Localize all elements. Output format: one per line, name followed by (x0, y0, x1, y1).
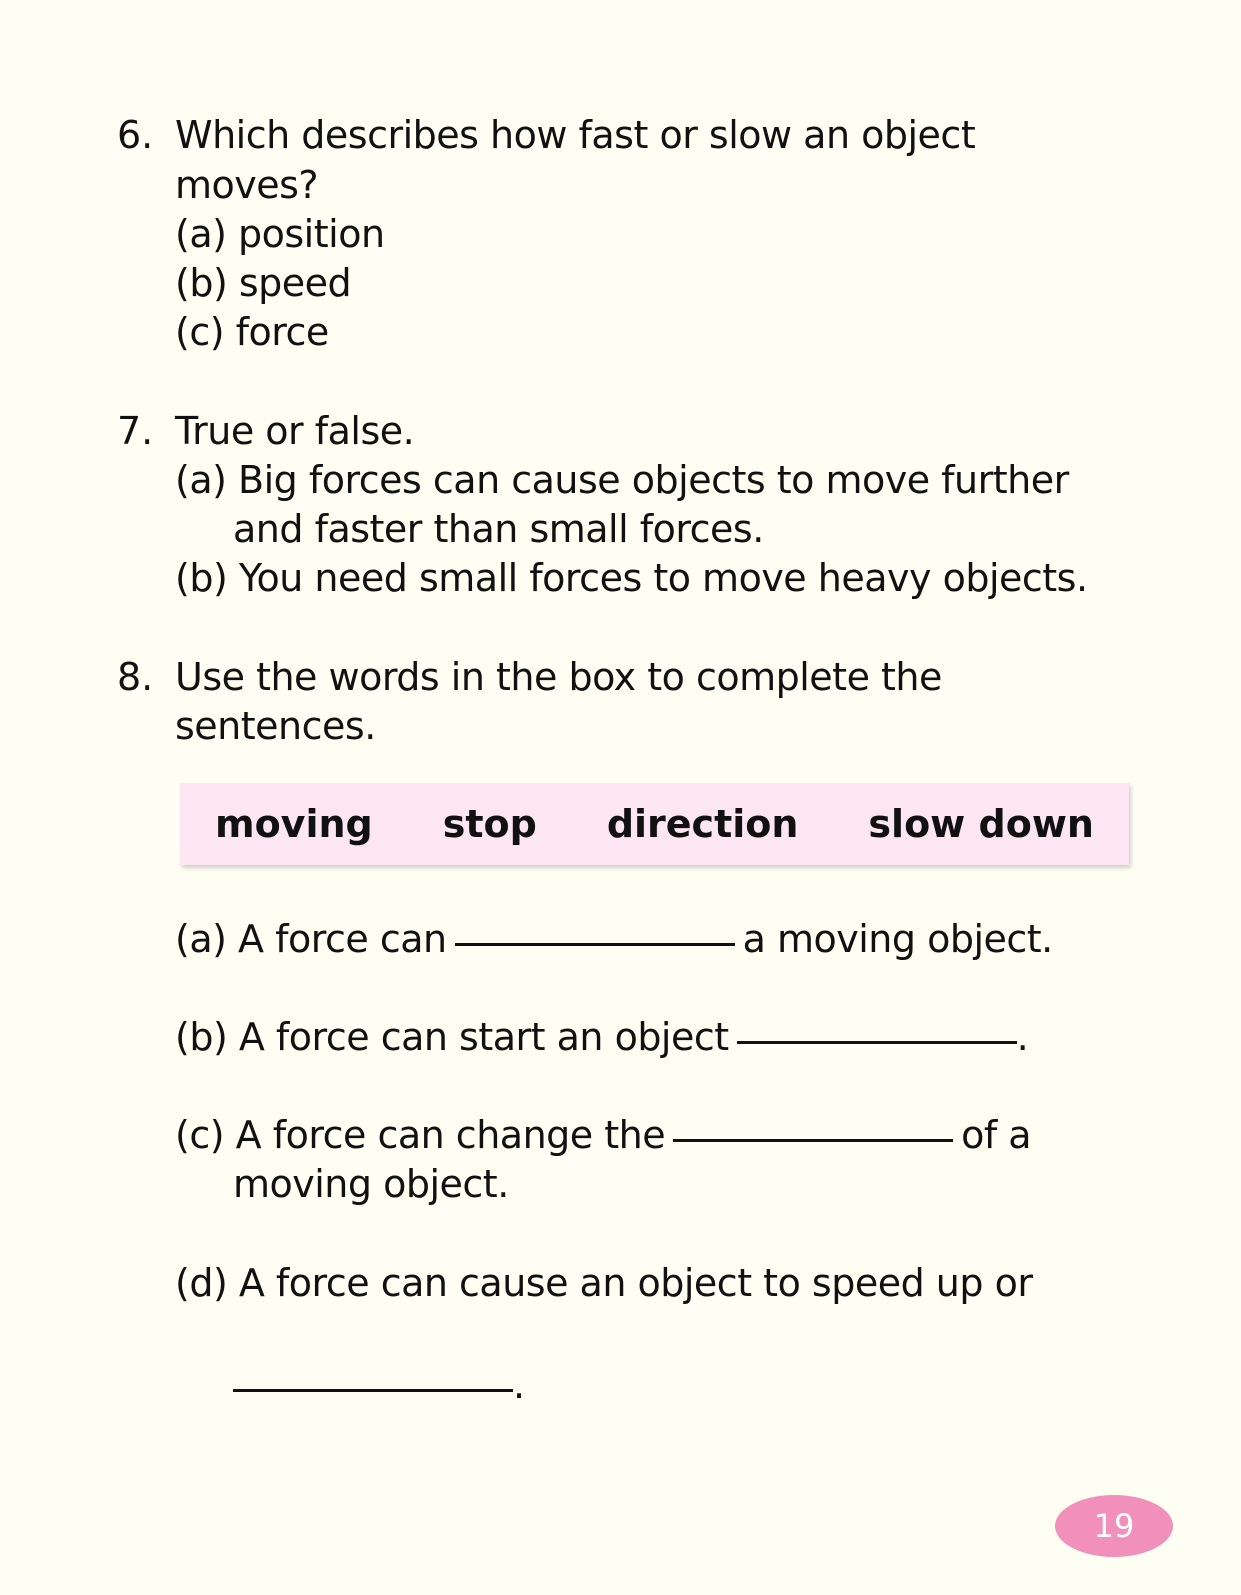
question-6-text-cont: moves? (175, 163, 319, 207)
statement-7b: (b) You need small forces to move heavy objects. (175, 556, 1088, 600)
sentence-8d-end: . (513, 1363, 525, 1407)
sentence-8b (175, 1012, 1028, 1062)
page-number-badge (1055, 1495, 1173, 1557)
word-stop: stop (442, 802, 537, 846)
statement-7a: (a) Big forces can cause objects to move further (175, 458, 1069, 502)
sentence-8c-end: of a (961, 1113, 1032, 1157)
sentence-8c (175, 1110, 1031, 1160)
sentence-8a-start: (a) A force can (175, 917, 447, 961)
sentence-8b-end: . (1016, 1015, 1029, 1059)
option-6b: (b) speed (175, 261, 352, 305)
word-slow-down: slow down (868, 802, 1094, 846)
option-6a: (a) position (175, 212, 385, 256)
question-number-6: 6. (117, 113, 154, 157)
answer-blank-8d[interactable] (233, 1389, 513, 1392)
sentence-8d: (d) A force can cause an object to speed up or (175, 1261, 1033, 1305)
question-8-text-cont: sentences. (175, 704, 376, 748)
option-6c: (c) force (175, 310, 329, 354)
sentence-8a (175, 914, 1053, 964)
page-number: 19 (1093, 1507, 1135, 1545)
sentence-8c-start: (c) A force can change the (175, 1113, 666, 1157)
answer-blank-8a[interactable] (455, 943, 735, 946)
question-number-7: 7. (117, 409, 154, 453)
sentence-8d-cont (233, 1360, 525, 1410)
answer-blank-8b[interactable] (737, 1041, 1017, 1044)
word-direction: direction (606, 802, 799, 846)
question-7-text: True or false. (175, 409, 415, 453)
question-8-text: Use the words in the box to complete the (175, 655, 942, 699)
sentence-8b-start: (b) A force can start an object (175, 1015, 729, 1059)
sentence-8a-end: a moving object. (742, 917, 1053, 961)
answer-blank-8c[interactable] (673, 1139, 953, 1142)
sentence-8c-cont: moving object. (233, 1162, 509, 1206)
statement-7a-cont: and faster than small forces. (233, 507, 764, 551)
question-number-8: 8. (117, 655, 154, 699)
question-6-text: Which describes how fast or slow an object (175, 113, 976, 157)
word-moving: moving (214, 802, 373, 846)
word-box (180, 783, 1129, 865)
